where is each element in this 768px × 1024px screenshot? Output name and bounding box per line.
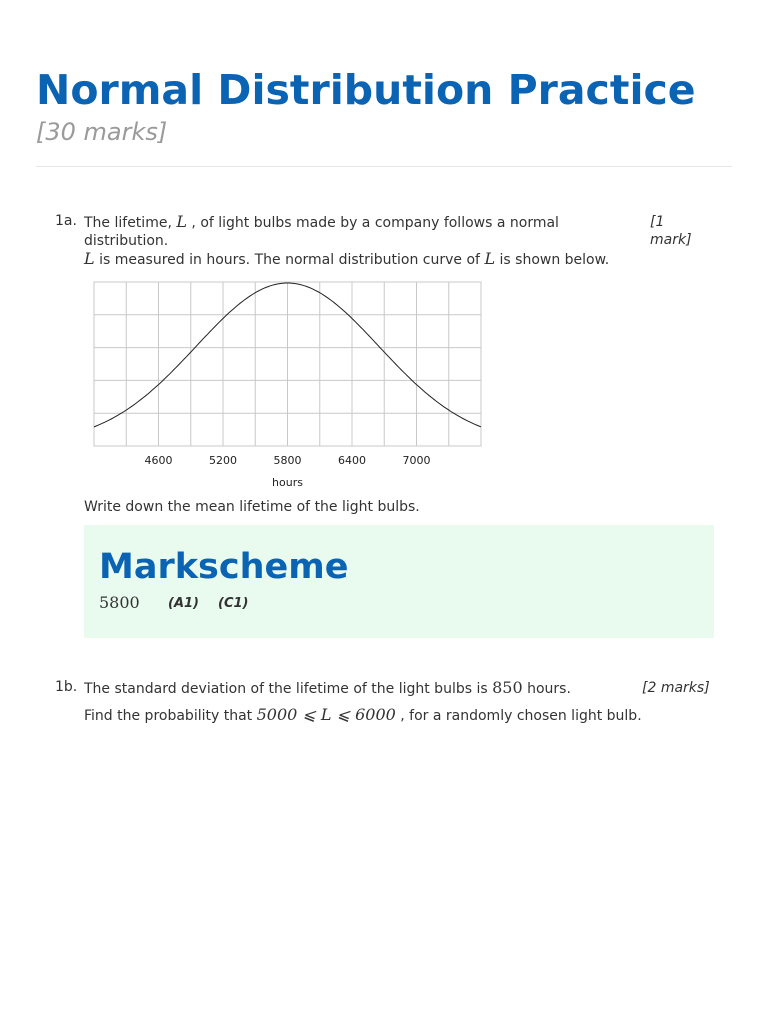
question-1a-line1 [84, 213, 624, 232]
x-tick-label: 4600 [144, 454, 173, 467]
question-1a-prompt: Write down the mean lifetime of the light bulbs. [84, 499, 420, 515]
var-L: L [176, 212, 187, 231]
q1a-line3-part2: is shown below. [495, 252, 610, 268]
question-1a-line2: distribution. [84, 233, 169, 249]
probability-inequality: 5000 ⩽ L ⩽ 6000 [256, 705, 396, 724]
x-axis-label: hours [272, 476, 303, 489]
question-1b-marks: [2 marks] [642, 680, 710, 696]
page-title: Normal Distribution Practice [36, 66, 696, 114]
q1a-text-part1: The lifetime, [84, 215, 177, 231]
markscheme-box [84, 525, 714, 638]
var-L: L [84, 249, 95, 268]
x-tick-label: 7000 [402, 454, 431, 467]
markscheme-code-c1: (C1) [218, 596, 249, 611]
x-tick-label: 5800 [273, 454, 302, 467]
question-1a-line3 [84, 250, 624, 269]
x-axis-ticks [145, 454, 431, 467]
standard-deviation-value: 850 [492, 678, 523, 697]
page-subtitle-marks: [30 marks] [36, 118, 168, 146]
var-L: L [484, 249, 496, 268]
q1a-line3-part1: is measured in hours. The normal distribution curve of [94, 252, 485, 268]
title-divider [36, 166, 732, 167]
q1b-line2-part1: Find the probability that [84, 708, 257, 724]
question-1b-line2 [84, 706, 642, 725]
markscheme-code-a1: (A1) [168, 596, 199, 611]
chart-grid [94, 282, 481, 446]
question-number-1b: 1b. [55, 679, 78, 695]
markscheme-answer: 5800 [99, 593, 140, 612]
q1b-text-part1: The standard deviation of the lifetime of the light bulbs is [84, 681, 493, 697]
q1b-line2-part2: , for a randomly chosen light bulb. [395, 708, 642, 724]
question-1a-text [84, 213, 624, 269]
x-tick-label: 5200 [209, 454, 237, 467]
question-number-1a: 1a. [55, 213, 77, 229]
q1b-text-part2: hours. [522, 681, 571, 697]
question-1a-marks: [1 mark] [650, 214, 692, 248]
x-tick-label: 6400 [338, 454, 366, 467]
question-1b-line1 [84, 679, 571, 698]
normal-distribution-chart [84, 276, 484, 491]
q1a-text-part2: , of light bulbs made by a company follows a normal [186, 215, 559, 231]
markscheme-heading: Markscheme [99, 547, 349, 587]
